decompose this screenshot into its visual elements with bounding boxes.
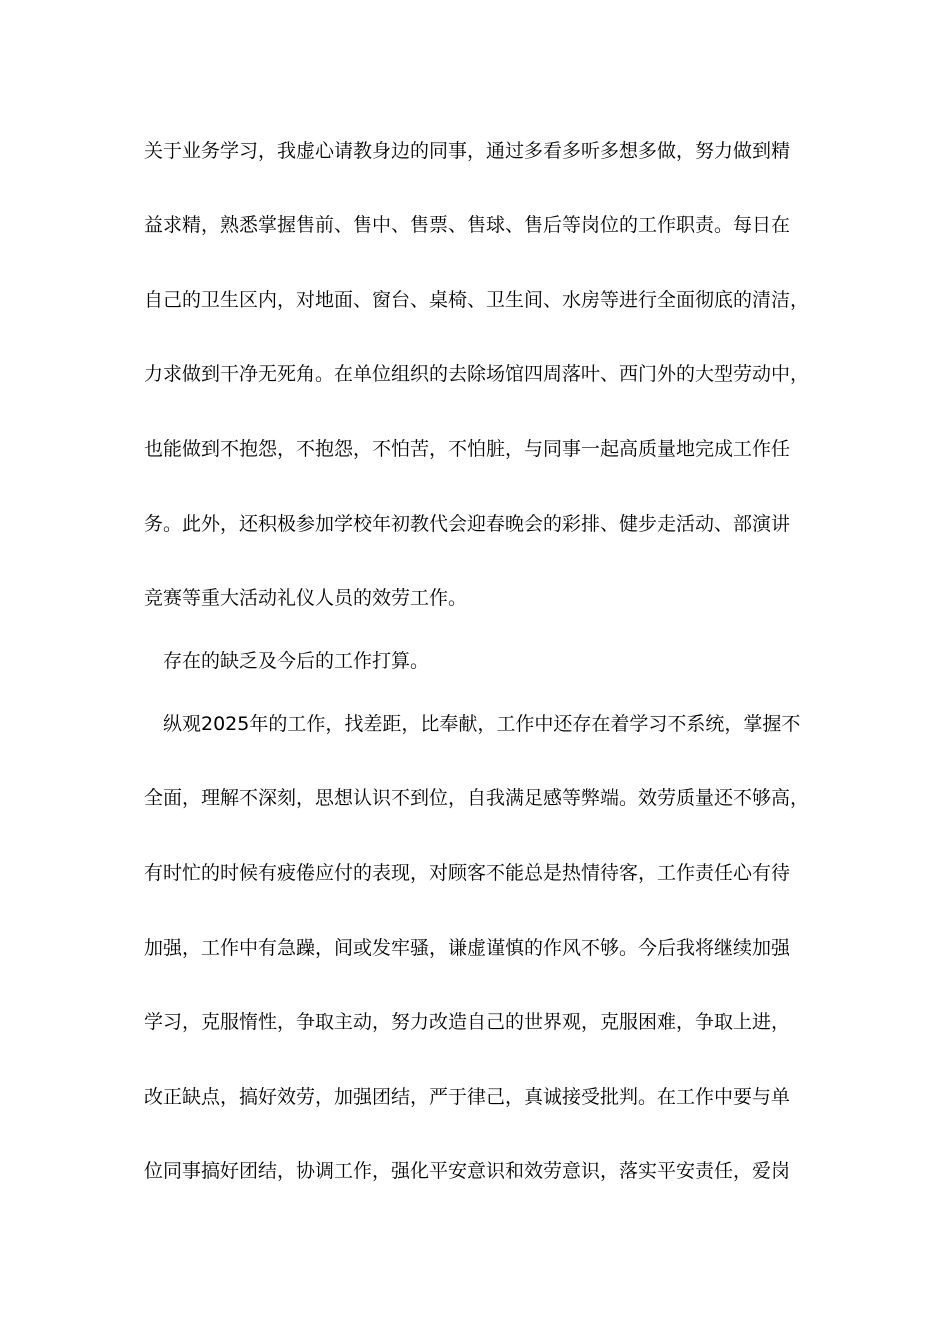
paragraph-2-line-1: 纵观2025年的工作，找差距，比奉献，工作中还存在着学习不系统，掌握不 — [163, 713, 801, 735]
paragraph-1-line-2: 益求精，熟悉掌握售前、售中、售票、售球、售后等岗位的工作职责。每日在 — [144, 214, 791, 236]
paragraph-1-line-5: 也能做到不抱怨，不抱怨，不怕苦，不怕脏，与同事一起高质量地完成工作任 — [144, 438, 791, 460]
paragraph-2-line-2: 全面，理解不深刻，思想认识不到位，自我满足感等弊端。效劳质量还不够高， — [144, 787, 810, 809]
paragraph-1-line-3: 自己的卫生区内，对地面、窗台、桌椅、卫生间、水房等进行全面彻底的清洁， — [144, 289, 810, 311]
paragraph-2-line-3: 有时忙的时候有疲倦应付的表现，对顾客不能总是热情待客，工作责任心有待 — [144, 862, 791, 884]
paragraph-2-line-4: 加强，工作中有急躁，间或发牢骚，谦虚谨慎的作风不够。今后我将继续加强 — [144, 937, 791, 959]
paragraph-2-line-5: 学习，克服惰性，争取主动，努力改造自己的世界观，克服困难，争取上进， — [144, 1011, 791, 1033]
paragraph-2-line-6: 改正缺点，搞好效劳，加强团结，严于律己，真诚接受批判。在工作中要与单 — [144, 1086, 791, 1108]
paragraph-1-line-7: 竞赛等重大活动礼仪人员的效劳工作。 — [144, 587, 468, 609]
paragraph-2-line-7: 位同事搞好团结，协调工作，强化平安意识和效劳意识，落实平安责任，爱岗 — [144, 1160, 791, 1182]
paragraph-1-line-4: 力求做到干净无死角。在单位组织的去除场馆四周落叶、西门外的大型劳动中， — [144, 363, 810, 385]
paragraph-1-line-6: 务。此外，还积极参加学校年初教代会迎春晚会的彩排、健步走活动、部演讲 — [144, 513, 791, 535]
section-heading: 存在的缺乏及今后的工作打算。 — [163, 650, 430, 672]
paragraph-1-line-1: 关于业务学习，我虚心请教身边的同事，通过多看多听多想多做，努力做到精 — [144, 140, 791, 162]
